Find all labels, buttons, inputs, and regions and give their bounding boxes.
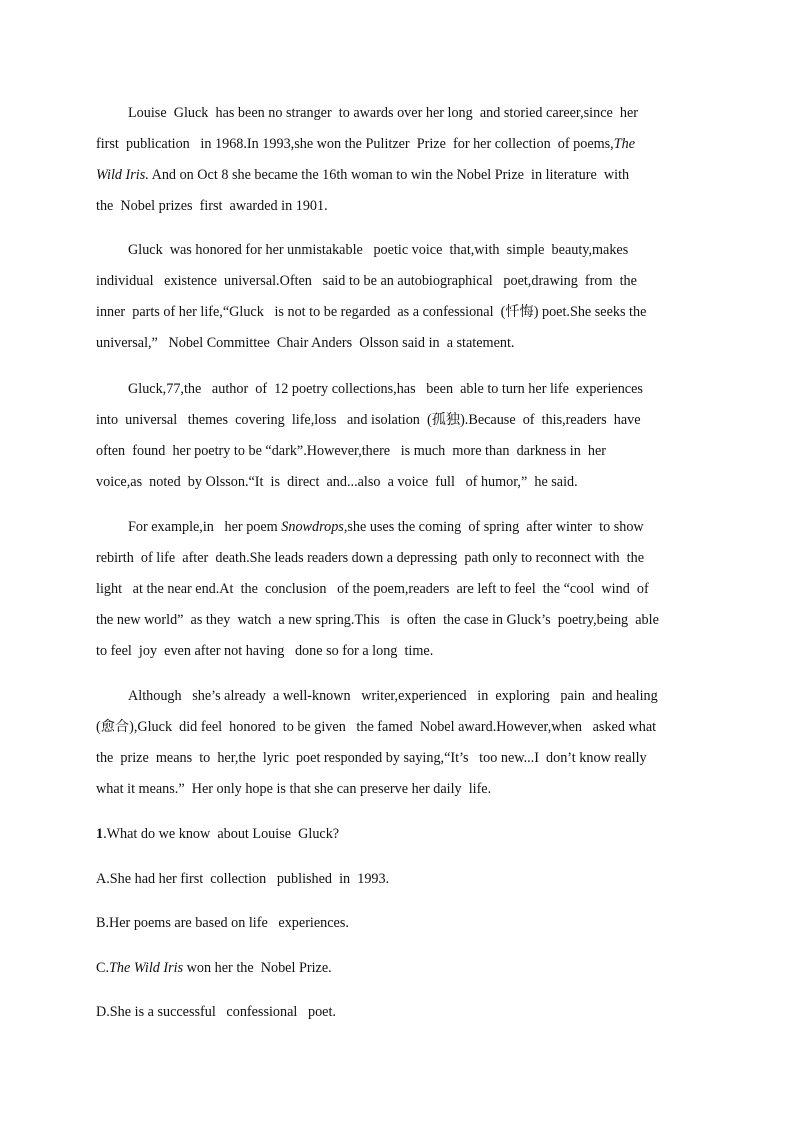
question-stem: [96, 824, 339, 844]
paragraph-line: universal,” Nobel Committee Chair Anders Olsson said in a statement.: [96, 335, 515, 351]
paragraph-line: light at the near end.At the conclusion of the poem,readers are left to feel the “cool wind of: [96, 581, 649, 597]
option-text: won her the Nobel Prize.: [183, 960, 332, 976]
line-text: first publication in 1968.In 1993,she won the Pulitzer Prize for her collection of poems,: [96, 136, 614, 152]
paragraph-line: (愈合),Gluck did feel honored to be given the famed Nobel award.However,when asked what: [96, 719, 657, 735]
paragraph-line: the prize means to her,the lyric poet responded by saying,“It’s too new...I don’t know really: [96, 750, 647, 766]
line-text: For example,in her poem: [128, 519, 282, 535]
paragraph-line: [96, 129, 696, 160]
paragraph-line: often found her poetry to be “dark”.However,there is much more than darkness in her: [96, 443, 607, 459]
paragraph-1: [96, 98, 696, 222]
paragraph-line: the new world” as they watch a new spring.This is often the case in Gluck’s poetry,being able: [96, 612, 659, 628]
paragraph-line: what it means.” Her only hope is that she can preserve her daily life.: [96, 781, 492, 797]
line-text: ,she uses the coming of spring after winter to show: [343, 519, 644, 535]
paragraph-line: Gluck,77,the author of 12 poetry collections,has been able to turn her life experiences: [128, 381, 643, 397]
line-text: And on Oct 8 she became the 16th woman to win the Nobel Prize in literature with: [148, 167, 630, 183]
paragraph-3: [96, 374, 696, 498]
paragraph-line: Although she’s already a well-known writer,experienced in exploring pain and healing: [128, 688, 658, 704]
paragraph-line: individual existence universal.Often said to be an autobiographical poet,drawing from the: [96, 273, 637, 289]
option-label: C.: [96, 960, 110, 976]
question-text: .What do we know about Louise Gluck?: [103, 826, 340, 842]
option-c: [96, 958, 332, 978]
paragraph-line: the Nobel prizes first awarded in 1901.: [96, 198, 328, 214]
paragraph-4: [96, 512, 696, 667]
book-title-italic: The Wild Iris: [109, 960, 184, 976]
question-number: 1: [96, 826, 104, 842]
paragraph-line: Gluck was honored for her unmistakable poetic voice that,with simple beauty,makes: [128, 242, 629, 258]
paragraph-line: voice,as noted by Olsson.“It is direct and...also a voice full of humor,” he said.: [96, 474, 578, 490]
poem-title-italic: Snowdrops: [281, 519, 344, 535]
paragraph-line: rebirth of life after death.She leads readers down a depressing path only to reconnect with the: [96, 550, 644, 566]
option-d: D.She is a successful confessional poet.: [96, 1004, 336, 1020]
book-title-italic: The: [613, 136, 636, 152]
paragraph-line: inner parts of her life,“Gluck is not to be regarded as a confessional (忏悔) poet.She seeks the: [96, 304, 647, 320]
paragraph-line: to feel joy even after not having done so for a long time.: [96, 643, 434, 659]
paragraph-5: [96, 681, 696, 805]
paragraph-line: [96, 512, 696, 543]
option-a: A.She had her first collection published in 1993.: [96, 871, 390, 887]
paragraph-line: [96, 160, 696, 191]
book-title-italic: Wild Iris.: [96, 167, 149, 183]
option-b: B.Her poems are based on life experiences.: [96, 915, 349, 931]
paragraph-line: Louise Gluck has been no stranger to awards over her long and storied career,since her: [128, 105, 638, 121]
paragraph-line: into universal themes covering life,loss and isolation (孤独).Because of this,readers have: [96, 412, 641, 428]
paragraph-2: [96, 235, 696, 359]
